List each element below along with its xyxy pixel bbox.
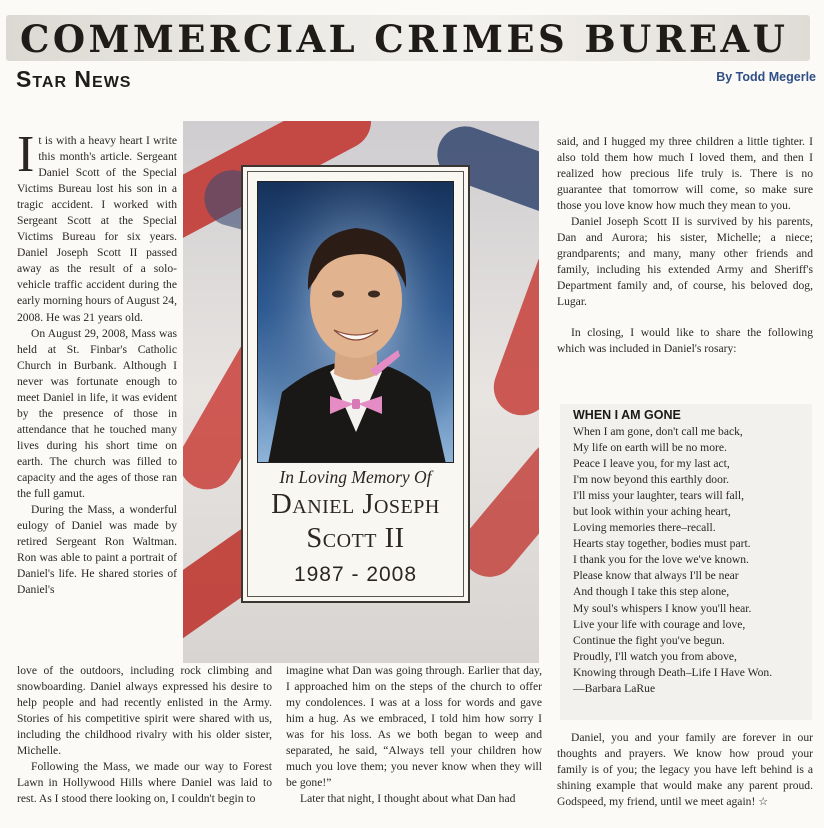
paragraph: Daniel, you and your family are forever in our thoughts and prayers. We know how proud your family is of you; the legacy you have left behind is a shining example that would make any parent proud. Godspeed, my friend, until we meet again! bbox=[557, 731, 813, 809]
header-banner bbox=[6, 15, 810, 61]
poem-line: I'm now beyond this earthly door. bbox=[573, 473, 730, 487]
article-column-1 bbox=[17, 133, 177, 663]
article-column-3 bbox=[557, 134, 813, 384]
memorial-years: 1987 - 2008 bbox=[293, 563, 418, 586]
poem-line: When I am gone, don't call me back, bbox=[573, 425, 743, 438]
paragraph: On August 29, 2008, Mass was held at St. Finbar's Catholic Church in Burbank. Although I never was fortunate enough to meet Daniel in life, it was evident by the presence of those in attendance that he touched many lives during his short time on earth. The church was filled to capacity and the ages of those ran the full gamut. bbox=[17, 326, 177, 501]
poem-line: Proudly, I'll watch you from above, bbox=[573, 649, 737, 663]
poem-line: My soul's whispers I know you'll hear. bbox=[573, 601, 752, 615]
article-column-2-bottom bbox=[286, 663, 542, 823]
banner-title: COMMERCIAL CRIMES BUREAU bbox=[20, 17, 789, 61]
section-title: Star News bbox=[16, 66, 132, 92]
paragraph: love of the outdoors, including rock climbing and snowboarding. Daniel always expressed his desire to help people and had recently enlisted in the Army. Stories of his competitive spirit were shared with us, including the childhood rivalry with his older sister, Michelle. bbox=[17, 664, 272, 758]
byline: By Todd Megerle bbox=[716, 70, 816, 84]
paragraph: t is with a heavy heart I write this month's article. Sergeant Daniel Scott of the Special Victims Bureau lost his son in a tragic accident. I worked with Sergeant Scott at the Special Victims Bureau for six years. Daniel Joseph Scott II passed away as the result of a solo-vehicle traffic accident during the early morning hours of August 24, 2008. He was 21 years old. bbox=[17, 134, 177, 324]
poem-author: —Barbara LaRue bbox=[573, 681, 656, 695]
paragraph: During the Mass, a wonderful eulogy of Daniel was made by retired Sergeant Ron Waltman. Ron was able to paint a portrait of Daniel's life. He shared stories of Daniel's bbox=[17, 503, 177, 597]
memorial-name-line-1: Daniel Joseph bbox=[271, 489, 440, 520]
poem-line: I'll miss your laughter, tears will fall, bbox=[573, 489, 744, 503]
paragraph: Daniel Joseph Scott II is survived by his parents, Dan and Aurora; his sister, Michelle; a niece; grandparents; and many, many other friends and family, including his extended Army and Sheriff's Department family and, of course, his beloved dog, Lugar. bbox=[557, 215, 813, 309]
portrait-photo bbox=[257, 181, 454, 463]
poem-line: My life on earth will be no more. bbox=[573, 441, 727, 455]
poem-line: Live your life with courage and love, bbox=[573, 617, 746, 631]
end-star-icon: ☆ bbox=[758, 796, 769, 809]
poem-line: Knowing through Death–Life I Have Won. bbox=[573, 665, 773, 679]
poem-title: WHEN I AM GONE bbox=[573, 408, 681, 422]
drop-cap: I bbox=[17, 133, 35, 183]
memorial-caption: In Loving Memory Of bbox=[279, 467, 432, 487]
poem-box bbox=[560, 404, 812, 720]
flag-stripe bbox=[486, 235, 539, 423]
paragraph: Following the Mass, we made our way to Forest Lawn in Hollywood Hills where Daniel was laid to rest. As I stood there looking on, I couldn't begin to bbox=[17, 760, 272, 806]
poem-line: I thank you for the love we've known. bbox=[573, 553, 749, 567]
poem-line: Continue the fight you've begun. bbox=[573, 633, 725, 647]
paragraph: imagine what Dan was going through. Earlier that day, I approached him on the steps of the church to offer my condolences. I was at a loss for words and gave him a hug. As we embraced, I told him how sorry I was for his loss. As we both began to weep and separated, he said, “Always tell your children how much you love them; you never know when they will be gone!” bbox=[286, 664, 542, 790]
paragraph: said, and I hugged my three children a little tighter. I also told them how much I loved them, and then I realized how precious life truly is. There is no guarantee that tomorrow will come, so make sure those you love know how much they mean to you. bbox=[557, 135, 813, 213]
paragraph: In closing, I would like to share the following which was included in Daniel's rosary: bbox=[557, 325, 813, 355]
poem-line: but look within your aching heart, bbox=[573, 505, 731, 519]
memorial-name-line-2: Scott II bbox=[306, 523, 405, 554]
poem-line: Please know that always I'll be near bbox=[573, 569, 739, 583]
poem-line: Peace I leave you, for my last act, bbox=[573, 457, 730, 471]
portrait-figure bbox=[258, 182, 454, 463]
article-closing bbox=[557, 730, 813, 825]
article-column-1-bottom bbox=[17, 663, 272, 823]
paragraph: Later that night, I thought about what Dan had bbox=[300, 792, 516, 806]
poem-line: Hearts stay together, bodies must part. bbox=[573, 537, 751, 551]
poem-line: Loving memories there–recall. bbox=[573, 521, 716, 535]
memorial-card bbox=[241, 165, 470, 603]
poem-line: And though I take this step alone, bbox=[573, 585, 730, 599]
